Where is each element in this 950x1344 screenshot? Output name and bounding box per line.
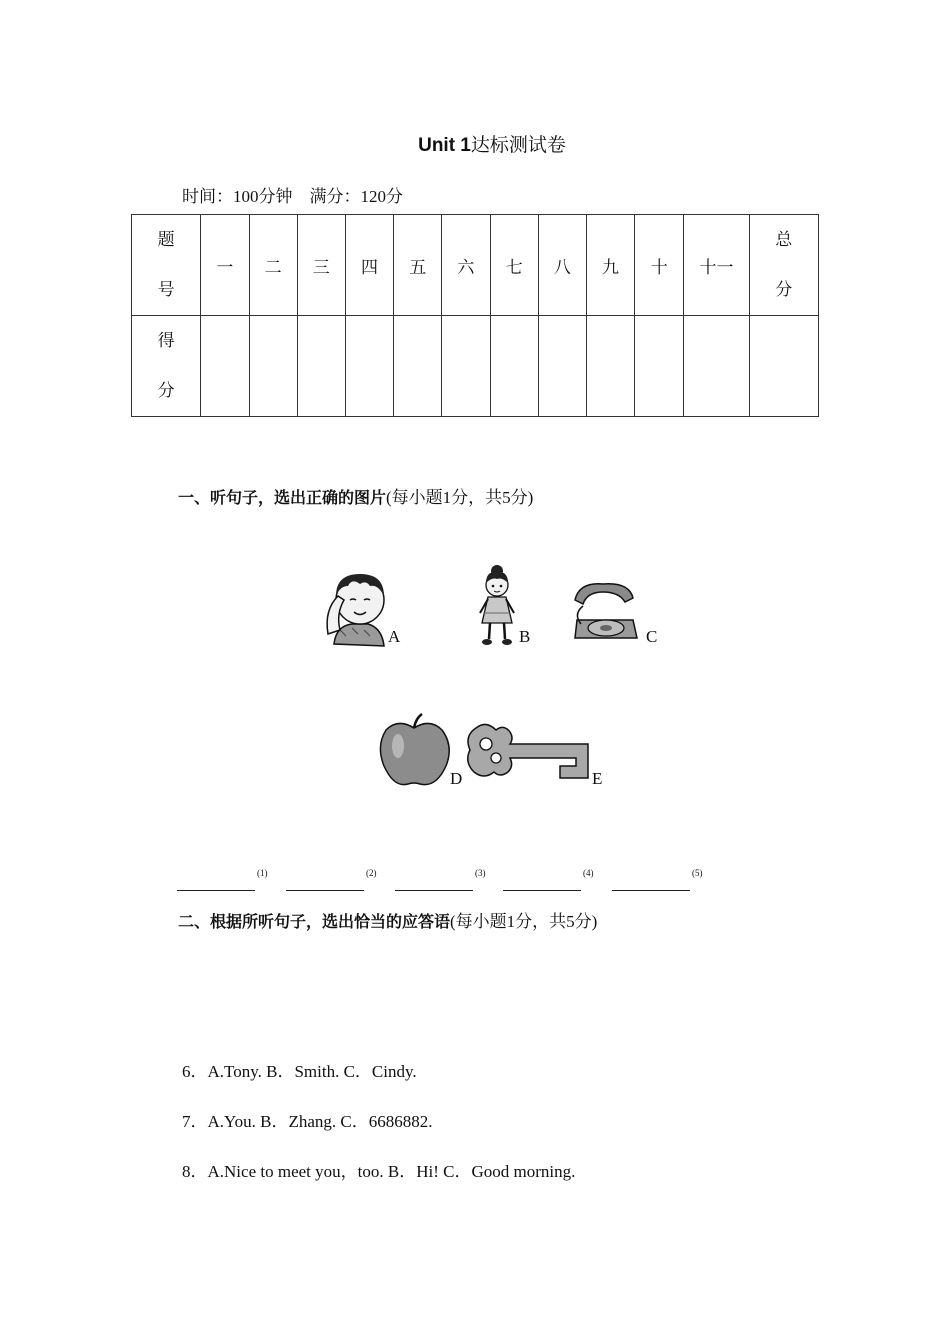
score-cell[interactable] — [345, 316, 393, 417]
col-3: 三 — [297, 215, 345, 316]
blank-number: (3) — [475, 868, 486, 878]
header-label-2: 号 — [157, 280, 175, 299]
total-label-2: 分 — [775, 280, 793, 299]
picture-letter-d: D — [450, 769, 463, 788]
title-unit: Unit 1 — [418, 135, 471, 156]
score-label-1: 得 — [157, 331, 175, 350]
score-cell[interactable] — [297, 316, 345, 417]
telephone-icon — [573, 580, 639, 642]
col-1: 一 — [201, 215, 249, 316]
answer-blank-1[interactable] — [177, 868, 268, 891]
col-5: 五 — [394, 215, 442, 316]
col-9: 九 — [586, 215, 634, 316]
score-cell[interactable] — [490, 316, 538, 417]
col-8: 八 — [538, 215, 586, 316]
blank-number: (2) — [366, 868, 377, 878]
score-cell[interactable] — [249, 316, 297, 417]
question-6: 6．A.Tony. B．Smith. C．Cindy. — [182, 1062, 417, 1081]
score-cell[interactable] — [586, 316, 634, 417]
time-info: 时间：100分钟 满分：120分 — [182, 187, 403, 206]
picture-letter-c: C — [646, 627, 658, 646]
score-cell[interactable] — [394, 316, 442, 417]
table-row-header — [132, 215, 819, 316]
key-icon — [464, 716, 592, 784]
col-4: 四 — [345, 215, 393, 316]
picture-letter-b: B — [519, 627, 531, 646]
header-label-1: 题 — [157, 230, 175, 249]
col-7: 七 — [490, 215, 538, 316]
picture-letter-a: A — [388, 627, 401, 646]
score-cell[interactable] — [684, 316, 749, 417]
answer-blank-5[interactable] — [612, 868, 703, 891]
total-label-cell — [749, 215, 818, 316]
section1-title: 一、听句子，选出正确的图片 — [178, 488, 387, 507]
col-11: 十一 — [684, 215, 749, 316]
answer-blank-3[interactable] — [395, 868, 486, 891]
score-cell[interactable] — [635, 316, 684, 417]
girl-icon — [474, 563, 520, 647]
boy-thinking-icon — [322, 570, 392, 648]
section1-note: (每小题1分，共5分) — [386, 488, 534, 507]
score-cell[interactable] — [442, 316, 490, 417]
blank-number: (4) — [583, 868, 594, 878]
score-label-cell — [132, 316, 201, 417]
score-table — [131, 214, 819, 417]
score-label-2: 分 — [157, 381, 175, 400]
section2-title: 二、根据所听句子，选出恰当的应答语 — [178, 912, 451, 931]
score-cell[interactable] — [538, 316, 586, 417]
col-10: 十 — [635, 215, 684, 316]
answer-blank-2[interactable] — [286, 868, 377, 891]
answer-blank-4[interactable] — [503, 868, 594, 891]
section2-heading — [178, 907, 597, 932]
total-label-1: 总 — [775, 230, 793, 249]
question-8: 8．A.Nice to meet you，too. B．Hi! C．Good morning. — [182, 1162, 576, 1181]
header-label-cell — [132, 215, 201, 316]
page-title — [0, 130, 950, 157]
picture-letter-e: E — [592, 769, 603, 788]
blank-number: (5) — [692, 868, 703, 878]
section1-heading — [178, 483, 533, 508]
table-row-score — [132, 316, 819, 417]
col-2: 二 — [249, 215, 297, 316]
question-7: 7．A.You. B．Zhang. C．6686882. — [182, 1112, 433, 1131]
blank-number: (1) — [257, 868, 268, 878]
section2-note: (每小题1分，共5分) — [450, 912, 598, 931]
apple-icon — [378, 712, 452, 788]
score-cell[interactable] — [201, 316, 249, 417]
score-cell-total[interactable] — [749, 316, 818, 417]
title-rest: 达标测试卷 — [470, 135, 566, 156]
col-6: 六 — [442, 215, 490, 316]
